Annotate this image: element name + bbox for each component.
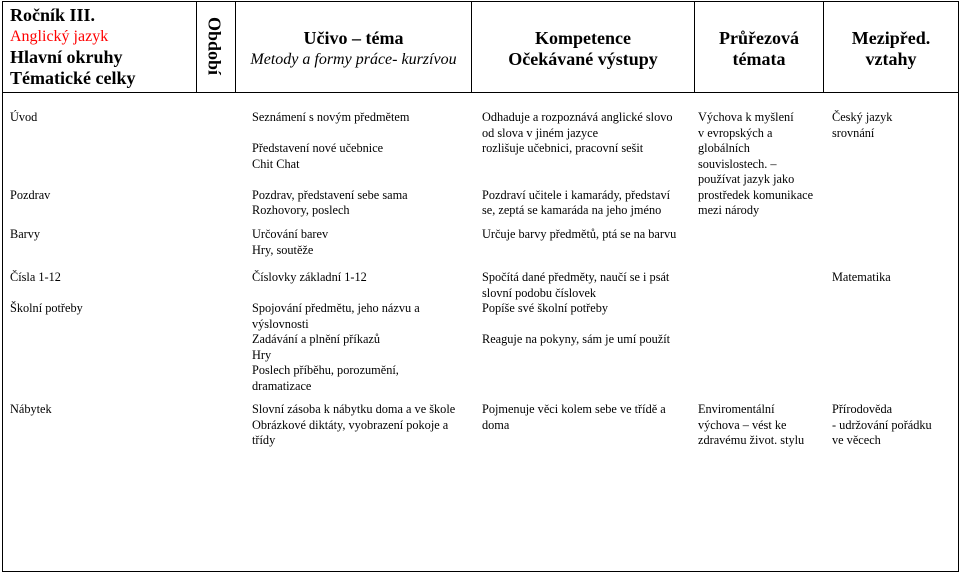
cell-line: Čísla 1-12	[10, 270, 61, 284]
cell-spacer	[10, 172, 50, 188]
cell-line: doma	[482, 417, 510, 432]
cell-line: souvislostech. –	[698, 156, 777, 171]
cell-line: rozlišuje učebnici, pracovní sešit	[482, 141, 644, 155]
cell-line: Enviromentální	[698, 402, 775, 416]
cell-line: dramatizace	[252, 378, 312, 393]
header-grade-title: Ročník III.	[10, 5, 96, 25]
cell-line: Pojmenuje věci kolem sebe ve třídě a	[482, 402, 666, 416]
header-relations-line1: Mezipřed.	[851, 28, 931, 48]
row-4-competence	[482, 402, 666, 433]
cell-line: výslovnosti	[252, 316, 309, 331]
header-expected-outputs: Očekávané výstupy	[508, 49, 658, 69]
cell-line: Slovní zásoba k nábytku doma a ve škole	[252, 402, 456, 416]
cell-line: - udržování pořádku	[832, 417, 932, 432]
row-1-competence	[482, 110, 673, 219]
cell-line: Popíše své školní potřeby	[482, 301, 609, 315]
header-cross-topics-line1: Průřezová	[719, 28, 799, 48]
row-4-cross-topics	[698, 402, 804, 449]
cell-line: Seznámení s novým předmětem	[252, 110, 410, 124]
cell-line: se, zeptá se kamaráda na jeho jméno	[482, 203, 662, 217]
cell-line: Rozhovory, poslech	[252, 203, 350, 217]
cell-line: Pozdrav, představení sebe sama	[252, 187, 408, 202]
cell-line: Číslovky základní 1-12	[252, 270, 367, 284]
cell-line: od slova v jiném jazyce	[482, 125, 599, 140]
header-divider	[2, 92, 959, 93]
row-1-topic	[10, 110, 50, 203]
cell-line: Určuje barvy předmětů, ptá se na barvu	[482, 227, 677, 241]
cell-spacer	[482, 172, 673, 188]
cell-line: Reaguje na pokyny, sám je umí použít	[482, 332, 671, 346]
cell-line: Spočítá dané předměty, naučí se i psát	[482, 270, 670, 284]
cell-line: Odhaduje a rozpoznává anglické slovo	[482, 110, 673, 124]
header-thematic-units: Tématické celky	[10, 68, 136, 88]
header-period-label: Období	[204, 16, 225, 76]
cell-line: mezi národy	[698, 203, 760, 217]
cell-line: Pozdraví učitele i kamarády, představí	[482, 187, 671, 202]
header-grade	[10, 5, 135, 89]
row-3-competence	[482, 270, 670, 348]
header-content	[236, 28, 471, 70]
cell-line: Určování barev	[252, 227, 329, 241]
cell-line: Výchova k myšlení	[698, 110, 794, 124]
cell-line: srovnání	[832, 125, 875, 140]
header-competence	[472, 28, 694, 70]
row-4-content	[252, 402, 455, 449]
row-1-cross-topics	[698, 110, 813, 219]
row-3-content	[252, 270, 420, 394]
cell-spacer	[252, 172, 409, 188]
row-3-topic	[10, 270, 83, 317]
cell-spacer	[10, 157, 50, 173]
row-1-content	[252, 110, 409, 219]
header-competence-title: Kompetence	[535, 28, 631, 48]
cell-line: Hry	[252, 347, 272, 362]
row-4-topic	[10, 402, 52, 418]
cell-line: třídy	[252, 433, 276, 447]
cell-line: Český jazyk	[832, 110, 893, 124]
cell-line: používat jazyk jako	[698, 172, 795, 186]
cell-spacer	[10, 141, 50, 157]
header-subject: Anglický jazyk	[10, 28, 109, 45]
cell-spacer	[482, 317, 670, 333]
row-2-competence	[482, 227, 676, 243]
row-3-relations	[832, 270, 891, 286]
cell-line: Spojování předmětu, jeho názvu a	[252, 301, 420, 315]
cell-spacer	[482, 157, 673, 173]
table-border-right	[958, 1, 959, 572]
cell-line: Chit Chat	[252, 156, 300, 171]
cell-line: prostředek komunikace	[698, 187, 814, 202]
cell-line: slovní podobu číslovek	[482, 285, 597, 300]
cell-line: Matematika	[832, 270, 891, 284]
header-main-areas: Hlavní okruhy	[10, 47, 123, 67]
table-border-bottom	[2, 571, 959, 572]
cell-line: Nábytek	[10, 402, 52, 416]
cell-line: ve věcech	[832, 433, 881, 447]
cell-line: Úvod	[10, 110, 38, 124]
cell-line: Poslech příběhu, porozumění,	[252, 363, 399, 377]
cell-line: Přírodověda	[832, 402, 893, 416]
cell-line: Představení nové učebnice	[252, 141, 384, 155]
table-border-left	[2, 1, 3, 572]
cell-spacer	[10, 126, 50, 142]
cell-line: Pozdrav	[10, 187, 51, 202]
cell-spacer	[10, 286, 83, 302]
cell-line: Hry, soutěže	[252, 242, 314, 257]
header-content-methods: Metody a formy práce- kurzívou	[250, 51, 457, 68]
table-border-top	[2, 1, 959, 2]
row-1-relations	[832, 110, 892, 141]
row-4-relations	[832, 402, 932, 449]
cell-spacer	[252, 286, 420, 302]
row-2-content	[252, 227, 328, 258]
cell-line: Školní potřeby	[10, 301, 83, 315]
header-cross-topics	[695, 28, 823, 70]
cell-line: výchova – vést ke	[698, 417, 787, 432]
header-relations	[824, 28, 958, 70]
cell-line: Obrázkové diktáty, vyobrazení pokoje a	[252, 417, 449, 432]
header-content-title: Učivo – téma	[303, 28, 404, 48]
header-period	[197, 10, 231, 82]
header-relations-line2: vztahy	[865, 49, 917, 69]
cell-line: zdravému život. stylu	[698, 433, 805, 447]
cell-line: globálních	[698, 141, 750, 155]
header-cross-topics-line2: témata	[732, 49, 786, 69]
cell-line: v evropských a	[698, 125, 773, 140]
cell-spacer	[252, 126, 409, 142]
row-2-topic	[10, 227, 40, 243]
cell-line: Zadávání a plnění příkazů	[252, 332, 381, 346]
cell-line: Barvy	[10, 227, 41, 241]
